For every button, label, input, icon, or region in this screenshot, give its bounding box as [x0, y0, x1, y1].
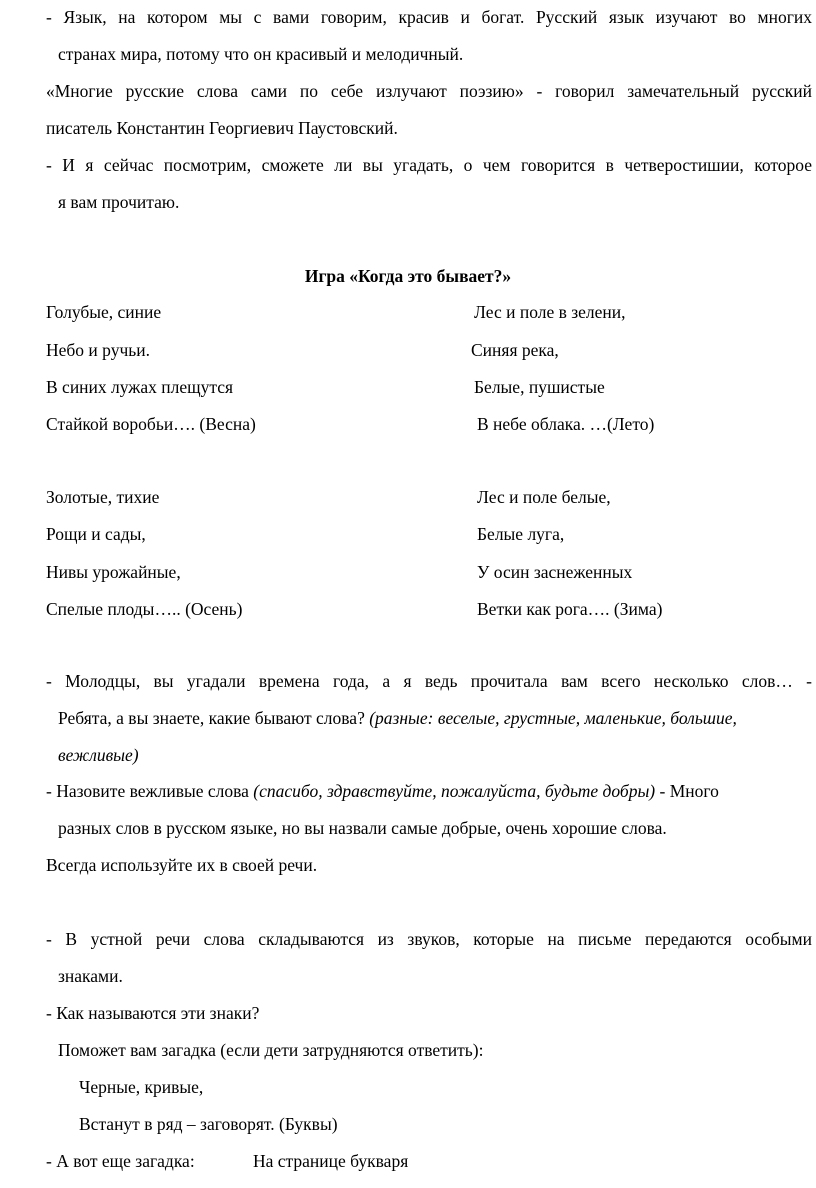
game-title: Игра «Когда это бывает?» [304, 266, 512, 286]
poem-line: Голубые, синие [46, 302, 162, 322]
intro-line: «Многие русские слова сами по себе излучают поэзию» - говорил замечательный русский [46, 81, 812, 101]
intro-line: писатель Константин Георгиевич Паустовский. [46, 118, 398, 138]
intro-line: - И я сейчас посмотрим, сможете ли вы угадать, о чем говорится в четверостишии, которое [46, 155, 812, 175]
discussion-line [46, 780, 719, 802]
discussion-line: знаками. [58, 966, 123, 986]
discussion-line: - В устной речи слова складываются из звуков, которые на письме передаются особыми [46, 929, 812, 949]
poem-line: У осин заснеженных [477, 562, 633, 582]
riddle-line: На странице букваря [253, 1151, 409, 1171]
discussion-line: Поможет вам загадка (если дети затрудняются ответить): [58, 1040, 484, 1060]
discussion-text: Ребята, а вы знаете, какие бывают слова? [58, 708, 370, 728]
intro-line: - Язык, на котором мы с вами говорим, красив и богат. Русский язык изучают во многих [46, 7, 812, 27]
discussion-line: - А вот еще загадка: [46, 1151, 195, 1171]
poem-line: Белые, пушистые [474, 377, 605, 397]
poem-line: Спелые плоды….. (Осень) [46, 599, 243, 619]
poem-line: Ветки как рога…. (Зима) [477, 599, 663, 619]
poem-line: Стайкой воробьи…. (Весна) [46, 414, 256, 434]
poem-line: Синяя река, [471, 340, 559, 360]
riddle-line: Встанут в ряд – заговорят. (Буквы) [79, 1114, 338, 1134]
discussion-italic: вежливые) [58, 745, 139, 765]
poem-line: Рощи и сады, [46, 524, 146, 544]
poem-line: В небе облака. …(Лето) [477, 414, 655, 434]
discussion-line: разных слов в русском языке, но вы назвали самые добрые, очень хорошие слова. [58, 818, 667, 838]
intro-line: странах мира, потому что он красивый и мелодичный. [58, 44, 464, 64]
poem-line: В синих лужах плещутся [46, 377, 234, 397]
discussion-line: - Как называются эти знаки? [46, 1003, 260, 1023]
discussion-italic: (спасибо, здравствуйте, пожалуйста, будьте добры) [253, 781, 656, 801]
poem-line: Лес и поле в зелени, [474, 302, 626, 322]
poem-line: Небо и ручьи. [46, 340, 150, 360]
discussion-text: - Много [655, 781, 719, 801]
discussion-line: - Молодцы, вы угадали времена года, а я ведь прочитала вам всего несколько слов… - [46, 671, 812, 691]
discussion-text: - Назовите вежливые слова [46, 781, 254, 801]
intro-line: я вам прочитаю. [58, 192, 180, 212]
poem-line: Белые луга, [477, 524, 565, 544]
discussion-line: Всегда используйте их в своей речи. [46, 855, 318, 875]
riddle-line: Черные, кривые, [79, 1077, 204, 1097]
poem-line: Нивы урожайные, [46, 562, 181, 582]
discussion-line [58, 707, 737, 729]
discussion-italic: (разные: веселые, грустные, маленькие, большие, [369, 708, 737, 728]
poem-line: Золотые, тихие [46, 487, 160, 507]
poem-line: Лес и поле белые, [477, 487, 611, 507]
